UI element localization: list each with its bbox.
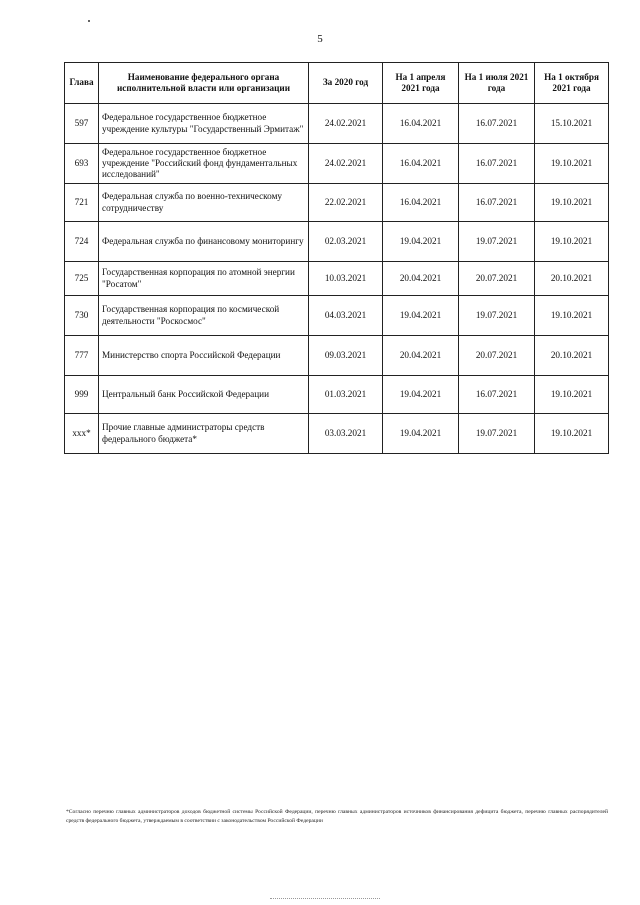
date-july-cell: 16.07.2021	[459, 104, 535, 144]
organization-name-cell: Федеральная служба по финансовому мониторингу	[99, 222, 309, 262]
organization-name-cell: Прочие главные администраторы средств федерального бюджета*	[99, 414, 309, 454]
chapter-code-cell: 999	[65, 376, 99, 414]
chapter-code-cell: 724	[65, 222, 99, 262]
scan-artifact	[270, 898, 380, 899]
date-2020-cell: 24.02.2021	[309, 104, 383, 144]
date-april-cell: 19.04.2021	[383, 222, 459, 262]
date-april-cell: 19.04.2021	[383, 296, 459, 336]
reporting-dates-table	[64, 62, 609, 454]
date-october-cell: 19.10.2021	[535, 414, 609, 454]
date-october-cell: 19.10.2021	[535, 184, 609, 222]
organization-name-cell: Федеральное государственное бюджетное учреждение "Российский фонд фундаментальных исследований"	[99, 144, 309, 184]
table-row	[65, 376, 609, 414]
date-july-cell: 19.07.2021	[459, 414, 535, 454]
date-october-cell: 19.10.2021	[535, 296, 609, 336]
table-row	[65, 222, 609, 262]
date-2020-cell: 01.03.2021	[309, 376, 383, 414]
chapter-code-cell: 777	[65, 336, 99, 376]
date-july-cell: 20.07.2021	[459, 336, 535, 376]
scan-speck	[88, 20, 90, 22]
chapter-code-cell: 730	[65, 296, 99, 336]
date-2020-cell: 09.03.2021	[309, 336, 383, 376]
table-row	[65, 414, 609, 454]
organization-name-cell: Министерство спорта Российской Федерации	[99, 336, 309, 376]
header-july: На 1 июля 2021 года	[459, 63, 535, 104]
table-row	[65, 144, 609, 184]
organization-name-cell: Федеральное государственное бюджетное учреждение культуры "Государственный Эрмитаж"	[99, 104, 309, 144]
date-2020-cell: 02.03.2021	[309, 222, 383, 262]
organization-name-cell: Центральный банк Российской Федерации	[99, 376, 309, 414]
date-july-cell: 16.07.2021	[459, 184, 535, 222]
chapter-code-cell: ххх*	[65, 414, 99, 454]
date-october-cell: 15.10.2021	[535, 104, 609, 144]
date-april-cell: 16.04.2021	[383, 184, 459, 222]
date-2020-cell: 10.03.2021	[309, 262, 383, 296]
date-april-cell: 16.04.2021	[383, 104, 459, 144]
header-chapter: Глава	[65, 63, 99, 104]
date-april-cell: 19.04.2021	[383, 376, 459, 414]
date-april-cell: 20.04.2021	[383, 262, 459, 296]
date-2020-cell: 22.02.2021	[309, 184, 383, 222]
header-october: На 1 октября 2021 года	[535, 63, 609, 104]
footnote: *Согласно перечню главных администраторов доходов бюджетной системы Российской Федерации, перечню главных администраторов источников финансирования дефицита бюджета, перечню главных распорядителей средств федерального бюджета, утверждаемым в соответствии с законодательством Российской Федерации	[66, 809, 608, 824]
chapter-code-cell: 725	[65, 262, 99, 296]
header-organization: Наименование федерального органа исполнительной власти или организации	[99, 63, 309, 104]
date-july-cell: 16.07.2021	[459, 376, 535, 414]
date-july-cell: 19.07.2021	[459, 222, 535, 262]
header-2020: За 2020 год	[309, 63, 383, 104]
date-july-cell: 16.07.2021	[459, 144, 535, 184]
organization-name-cell: Федеральная служба по военно-техническому сотрудничеству	[99, 184, 309, 222]
table-row	[65, 336, 609, 376]
date-july-cell: 20.07.2021	[459, 262, 535, 296]
chapter-code-cell: 597	[65, 104, 99, 144]
date-2020-cell: 03.03.2021	[309, 414, 383, 454]
date-october-cell: 19.10.2021	[535, 376, 609, 414]
date-october-cell: 20.10.2021	[535, 336, 609, 376]
date-april-cell: 19.04.2021	[383, 414, 459, 454]
organization-name-cell: Государственная корпорация по атомной энергии "Росатом"	[99, 262, 309, 296]
date-april-cell: 20.04.2021	[383, 336, 459, 376]
organization-name-cell: Государственная корпорация по космической деятельности "Роскосмос"	[99, 296, 309, 336]
table-row	[65, 296, 609, 336]
table-row	[65, 104, 609, 144]
date-july-cell: 19.07.2021	[459, 296, 535, 336]
header-april: На 1 апреля 2021 года	[383, 63, 459, 104]
page-number: 5	[317, 33, 323, 45]
chapter-code-cell: 693	[65, 144, 99, 184]
table-row	[65, 262, 609, 296]
date-2020-cell: 04.03.2021	[309, 296, 383, 336]
date-april-cell: 16.04.2021	[383, 144, 459, 184]
date-october-cell: 19.10.2021	[535, 144, 609, 184]
date-october-cell: 20.10.2021	[535, 262, 609, 296]
table-header-row	[65, 63, 609, 104]
chapter-code-cell: 721	[65, 184, 99, 222]
date-october-cell: 19.10.2021	[535, 222, 609, 262]
table-row	[65, 184, 609, 222]
date-2020-cell: 24.02.2021	[309, 144, 383, 184]
